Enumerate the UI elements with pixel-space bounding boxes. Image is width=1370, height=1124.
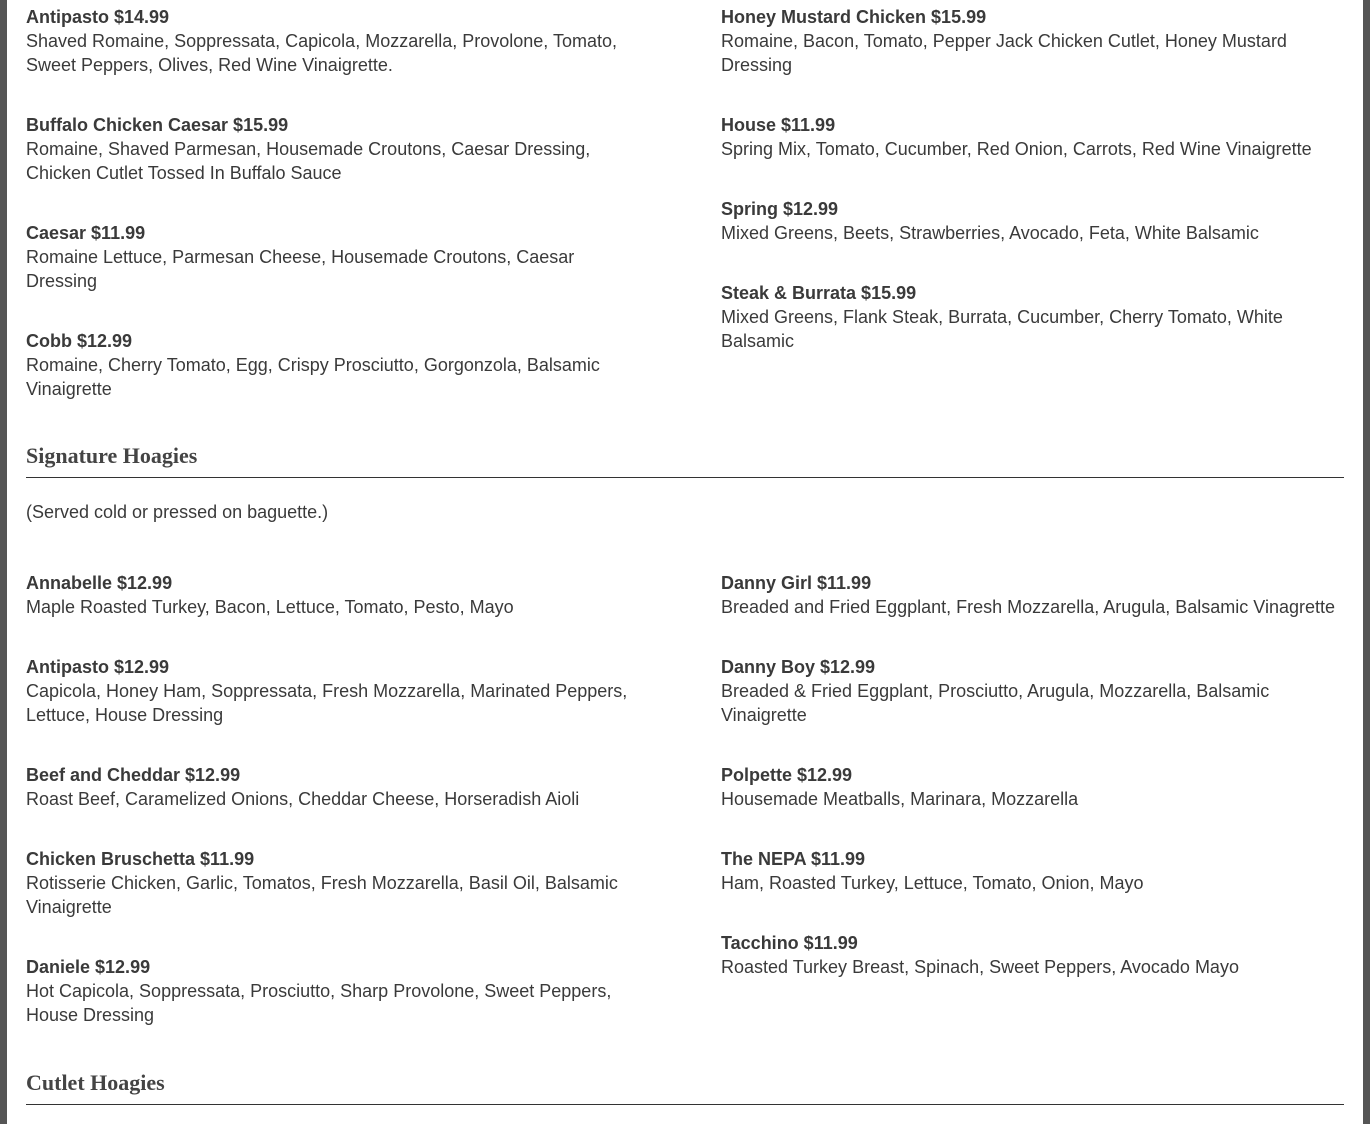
menu-item xyxy=(721,571,1344,619)
menu-item xyxy=(721,763,1344,811)
item-title: Antipasto $14.99 xyxy=(26,7,170,27)
item-title: Cobb $12.99 xyxy=(26,331,133,351)
item-description: Breaded & Fried Eggplant, Prosciutto, Arugula, Mozzarella, Balsamic Vinaigrette xyxy=(721,681,1270,725)
item-title: Daniele $12.99 xyxy=(26,957,151,977)
menu-item xyxy=(26,763,631,811)
salads-columns xyxy=(26,0,1344,437)
item-description: Ham, Roasted Turkey, Lettuce, Tomato, Onion, Mayo xyxy=(721,873,1144,893)
item-description: Housemade Meatballs, Marinara, Mozzarella xyxy=(721,789,1079,809)
item-description: Hot Capicola, Soppressata, Prosciutto, Sharp Provolone, Sweet Peppers, House Dressing xyxy=(26,981,612,1025)
item-description: Romaine Lettuce, Parmesan Cheese, Housemade Croutons, Caesar Dressing xyxy=(26,247,575,291)
menu-item xyxy=(721,655,1344,727)
item-title: Antipasto $12.99 xyxy=(26,657,170,677)
item-description: Breaded and Fried Eggplant, Fresh Mozzarella, Arugula, Balsamic Vinagrette xyxy=(721,597,1336,617)
salads-left-column xyxy=(26,5,721,437)
item-title: Tacchino $11.99 xyxy=(721,933,858,953)
item-description: Mixed Greens, Flank Steak, Burrata, Cucumber, Cherry Tomato, White Balsamic xyxy=(721,307,1283,351)
section-heading: Signature Hoagies xyxy=(26,443,1344,478)
item-description: Romaine, Shaved Parmesan, Housemade Croutons, Caesar Dressing, Chicken Cutlet Tossed In Buffalo Sauce xyxy=(26,139,591,183)
section-note: (Served cold or pressed on baguette.) xyxy=(26,502,329,522)
cutlet-hoagies-section xyxy=(26,1070,1344,1105)
item-title: Beef and Cheddar $12.99 xyxy=(26,765,241,785)
menu-item xyxy=(721,113,1344,161)
item-title: Chicken Bruschetta $11.99 xyxy=(26,849,255,869)
menu-item xyxy=(26,847,631,919)
signature-hoagies-section xyxy=(26,443,1344,1063)
item-description: Romaine, Cherry Tomato, Egg, Crispy Prosciutto, Gorgonzola, Balsamic Vinaigrette xyxy=(26,355,600,399)
item-description: Rotisserie Chicken, Garlic, Tomatos, Fresh Mozzarella, Basil Oil, Balsamic Vinaigrette xyxy=(26,873,618,917)
item-title: Honey Mustard Chicken $15.99 xyxy=(721,7,987,27)
menu-content xyxy=(26,0,1344,1095)
item-title: Annabelle $12.99 xyxy=(26,573,173,593)
menu-item xyxy=(26,221,631,293)
item-title: Caesar $11.99 xyxy=(26,223,146,243)
salads-right-column xyxy=(721,5,1344,437)
menu-item xyxy=(26,329,631,401)
menu-item xyxy=(26,113,631,185)
item-description: Maple Roasted Turkey, Bacon, Lettuce, Tomato, Pesto, Mayo xyxy=(26,597,514,617)
menu-item xyxy=(721,847,1344,895)
item-description: Shaved Romaine, Soppressata, Capicola, Mozzarella, Provolone, Tomato, Sweet Peppers, Olives, Red Wine Vinaigrette. xyxy=(26,31,617,75)
menu-page xyxy=(7,0,1363,1124)
item-title: Danny Girl $11.99 xyxy=(721,573,872,593)
menu-item xyxy=(26,571,631,619)
signature-hoagies-columns xyxy=(26,571,1344,1063)
item-description: Capicola, Honey Ham, Soppressata, Fresh Mozzarella, Marinated Peppers, Lettuce, House Dressing xyxy=(26,681,628,725)
signature-right-column xyxy=(721,571,1344,1063)
item-description: Roast Beef, Caramelized Onions, Cheddar Cheese, Horseradish Aioli xyxy=(26,789,580,809)
item-title: Steak & Burrata $15.99 xyxy=(721,283,917,303)
item-title: Buffalo Chicken Caesar $15.99 xyxy=(26,115,289,135)
item-description: Mixed Greens, Beets, Strawberries, Avocado, Feta, White Balsamic xyxy=(721,223,1259,243)
menu-item xyxy=(721,931,1344,979)
menu-item xyxy=(721,5,1344,77)
item-description: Romaine, Bacon, Tomato, Pepper Jack Chicken Cutlet, Honey Mustard Dressing xyxy=(721,31,1287,75)
menu-item xyxy=(721,197,1344,245)
item-title: The NEPA $11.99 xyxy=(721,849,866,869)
signature-left-column xyxy=(26,571,721,1063)
item-title: Danny Boy $12.99 xyxy=(721,657,876,677)
section-heading: Cutlet Hoagies xyxy=(26,1070,1344,1105)
menu-item xyxy=(26,5,631,77)
item-title: Polpette $12.99 xyxy=(721,765,853,785)
menu-item xyxy=(26,655,631,727)
item-title: Spring $12.99 xyxy=(721,199,839,219)
item-description: Roasted Turkey Breast, Spinach, Sweet Peppers, Avocado Mayo xyxy=(721,957,1239,977)
menu-item xyxy=(721,281,1344,353)
item-title: House $11.99 xyxy=(721,115,836,135)
item-description: Spring Mix, Tomato, Cucumber, Red Onion, Carrots, Red Wine Vinaigrette xyxy=(721,139,1312,159)
menu-item xyxy=(26,955,631,1027)
